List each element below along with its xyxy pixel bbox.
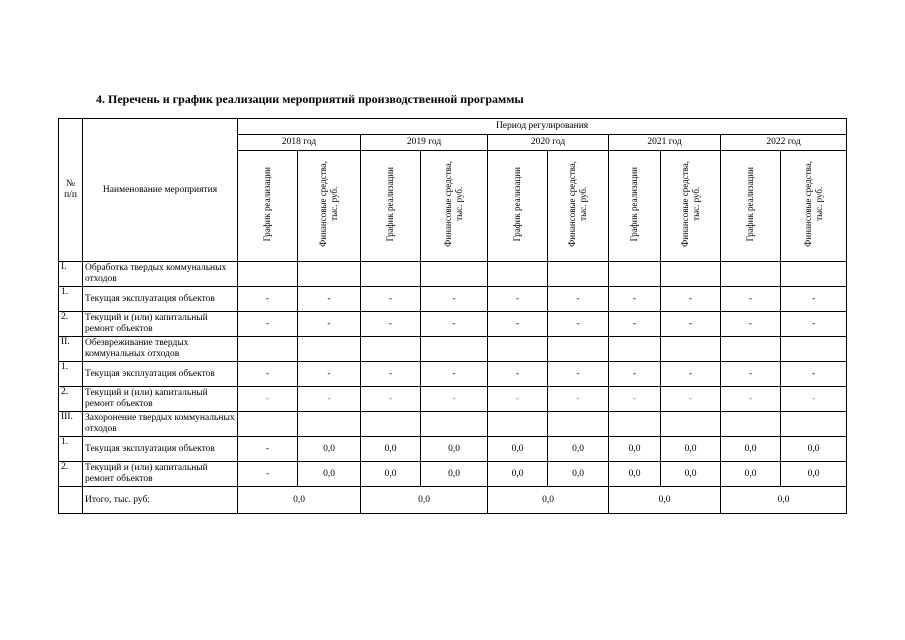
schedule-cell: -: [361, 387, 421, 412]
finance-cell: [781, 262, 847, 287]
schedule-cell: [238, 337, 298, 362]
row-number: III.: [59, 412, 83, 437]
finance-column-header: [421, 151, 488, 262]
schedule-cell: [609, 412, 661, 437]
total-value: 0,0: [238, 487, 361, 514]
schedule-cell: -: [721, 362, 781, 387]
schedule-column-label: График реализации: [629, 166, 639, 242]
schedule-cell: -: [238, 312, 298, 337]
schedule-column-header: [361, 151, 421, 262]
header-period: Период регулирования: [238, 119, 847, 135]
finance-column-header: [661, 151, 721, 262]
row-name: Текущий и (или) капитальный ремонт объектов: [83, 312, 238, 337]
schedule-cell: -: [488, 387, 548, 412]
schedule-cell: -: [238, 362, 298, 387]
schedule-cell: -: [238, 437, 298, 462]
finance-column-label: Финансовые средства, тыс. руб.: [802, 161, 824, 247]
schedule-column-label: График реализации: [385, 166, 395, 242]
total-row: [59, 487, 847, 514]
total-value: 0,0: [488, 487, 609, 514]
schedule-cell: [488, 262, 548, 287]
section-row: [59, 262, 847, 287]
schedule-column-label: График реализации: [512, 166, 522, 242]
row-name: Текущий и (или) капитальный ремонт объектов: [83, 387, 238, 412]
row-number: II.: [59, 337, 83, 362]
total-value: 0,0: [361, 487, 488, 514]
schedule-cell: -: [721, 387, 781, 412]
finance-cell: [548, 337, 609, 362]
total-number-cell: [59, 487, 83, 514]
finance-cell: [781, 412, 847, 437]
total-value: 0,0: [609, 487, 721, 514]
header-name: [83, 119, 238, 262]
schedule-cell: -: [609, 312, 661, 337]
schedule-column-header: [609, 151, 661, 262]
section-row: [59, 412, 847, 437]
schedule-column-header: [488, 151, 548, 262]
schedule-column-label: График реализации: [745, 166, 755, 242]
schedule-cell: [238, 412, 298, 437]
finance-cell: 0,0: [661, 462, 721, 487]
year-header: 2020 год: [488, 135, 609, 151]
finance-cell: -: [421, 287, 488, 312]
row-name: Обезвреживание твердых коммунальных отходов: [83, 337, 238, 362]
total-label: Итого, тыс. руб:: [83, 487, 238, 514]
row-number: 2.: [59, 312, 83, 337]
finance-cell: 0,0: [298, 437, 361, 462]
finance-cell: [548, 262, 609, 287]
finance-cell: 0,0: [421, 462, 488, 487]
finance-cell: [298, 262, 361, 287]
finance-cell: -: [661, 287, 721, 312]
schedule-cell: 0,0: [488, 437, 548, 462]
finance-cell: [548, 412, 609, 437]
schedule-cell: -: [238, 387, 298, 412]
finance-cell: -: [661, 362, 721, 387]
finance-column-label: Финансовые средства, тыс. руб.: [679, 161, 701, 247]
finance-cell: -: [298, 287, 361, 312]
table-row: [59, 462, 847, 487]
finance-cell: 0,0: [781, 462, 847, 487]
row-name: Текущая эксплуатация объектов: [83, 287, 238, 312]
schedule-cell: [721, 337, 781, 362]
header-num-label: № п/п: [64, 179, 77, 200]
section-row: [59, 337, 847, 362]
finance-cell: 0,0: [548, 437, 609, 462]
finance-column-header: [298, 151, 361, 262]
finance-cell: -: [661, 312, 721, 337]
row-number: 1.: [59, 362, 83, 387]
schedule-cell: -: [238, 462, 298, 487]
row-name: Захоронение твердых коммунальных отходов: [83, 412, 238, 437]
row-number: 1.: [59, 437, 83, 462]
finance-cell: -: [421, 362, 488, 387]
year-header: 2018 год: [238, 135, 361, 151]
schedule-cell: -: [609, 287, 661, 312]
row-name: Текущая эксплуатация объектов: [83, 362, 238, 387]
finance-cell: [661, 412, 721, 437]
schedule-cell: [721, 412, 781, 437]
schedule-cell: -: [609, 362, 661, 387]
schedule-column-label: График реализации: [262, 166, 272, 242]
table-body: [59, 262, 847, 514]
schedule-cell: 0,0: [721, 437, 781, 462]
schedule-cell: 0,0: [609, 437, 661, 462]
finance-cell: -: [548, 362, 609, 387]
header-name-label: Наименование мероприятия: [102, 184, 218, 195]
schedule-cell: 0,0: [609, 462, 661, 487]
finance-cell: -: [421, 312, 488, 337]
finance-cell: [781, 337, 847, 362]
finance-cell: -: [781, 387, 847, 412]
document-title: 4. Перечень и график реализации мероприятий производственной программы: [96, 92, 524, 106]
finance-cell: 0,0: [548, 462, 609, 487]
row-number: 2.: [59, 462, 83, 487]
finance-column-header: [548, 151, 609, 262]
header-num: [59, 119, 83, 262]
schedule-cell: -: [361, 312, 421, 337]
schedule-cell: [361, 262, 421, 287]
finance-cell: [661, 262, 721, 287]
schedule-cell: [721, 262, 781, 287]
schedule-cell: [488, 412, 548, 437]
finance-cell: [421, 262, 488, 287]
row-name: Обработка твердых коммунальных отходов: [83, 262, 238, 287]
finance-column-label: Финансовые средства, тыс. руб.: [567, 161, 588, 247]
finance-cell: [298, 412, 361, 437]
finance-cell: [421, 412, 488, 437]
schedule-cell: -: [721, 287, 781, 312]
schedule-cell: -: [488, 362, 548, 387]
table-row: [59, 287, 847, 312]
table-row: [59, 312, 847, 337]
program-table: [58, 118, 847, 514]
schedule-cell: -: [609, 387, 661, 412]
schedule-column-header: [721, 151, 781, 262]
table-row: [59, 387, 847, 412]
finance-cell: 0,0: [661, 437, 721, 462]
schedule-cell: -: [488, 312, 548, 337]
finance-column-label: Финансовые средства, тыс. руб.: [443, 161, 464, 247]
year-header: 2019 год: [361, 135, 488, 151]
schedule-cell: [361, 412, 421, 437]
finance-cell: [661, 337, 721, 362]
row-number: I.: [59, 262, 83, 287]
finance-cell: [421, 337, 488, 362]
schedule-cell: 0,0: [361, 462, 421, 487]
schedule-cell: 0,0: [488, 462, 548, 487]
schedule-cell: [238, 262, 298, 287]
finance-cell: [298, 337, 361, 362]
finance-cell: -: [781, 312, 847, 337]
total-value: 0,0: [721, 487, 847, 514]
finance-column-header: [781, 151, 847, 262]
schedule-cell: [488, 337, 548, 362]
row-name: Текущий и (или) капитальный ремонт объектов: [83, 462, 238, 487]
schedule-column-header: [238, 151, 298, 262]
year-header: 2021 год: [609, 135, 721, 151]
schedule-cell: -: [488, 287, 548, 312]
finance-cell: -: [548, 287, 609, 312]
finance-cell: -: [548, 312, 609, 337]
schedule-cell: -: [721, 312, 781, 337]
year-header: 2022 год: [721, 135, 847, 151]
schedule-cell: -: [361, 287, 421, 312]
finance-cell: -: [421, 387, 488, 412]
schedule-cell: [361, 337, 421, 362]
table-row: [59, 362, 847, 387]
finance-cell: -: [298, 387, 361, 412]
schedule-cell: -: [361, 362, 421, 387]
schedule-cell: [609, 262, 661, 287]
finance-cell: 0,0: [421, 437, 488, 462]
row-number: 2.: [59, 387, 83, 412]
table-row: [59, 437, 847, 462]
finance-cell: -: [298, 312, 361, 337]
finance-cell: -: [781, 362, 847, 387]
finance-column-label: Финансовые средства, тыс. руб.: [318, 161, 339, 247]
finance-cell: -: [298, 362, 361, 387]
schedule-cell: -: [238, 287, 298, 312]
finance-cell: -: [661, 387, 721, 412]
schedule-cell: 0,0: [721, 462, 781, 487]
schedule-cell: [609, 337, 661, 362]
row-number: 1.: [59, 287, 83, 312]
row-name: Текущая эксплуатация объектов: [83, 437, 238, 462]
finance-cell: -: [781, 287, 847, 312]
finance-cell: 0,0: [781, 437, 847, 462]
finance-cell: -: [548, 387, 609, 412]
finance-cell: 0,0: [298, 462, 361, 487]
schedule-cell: 0,0: [361, 437, 421, 462]
